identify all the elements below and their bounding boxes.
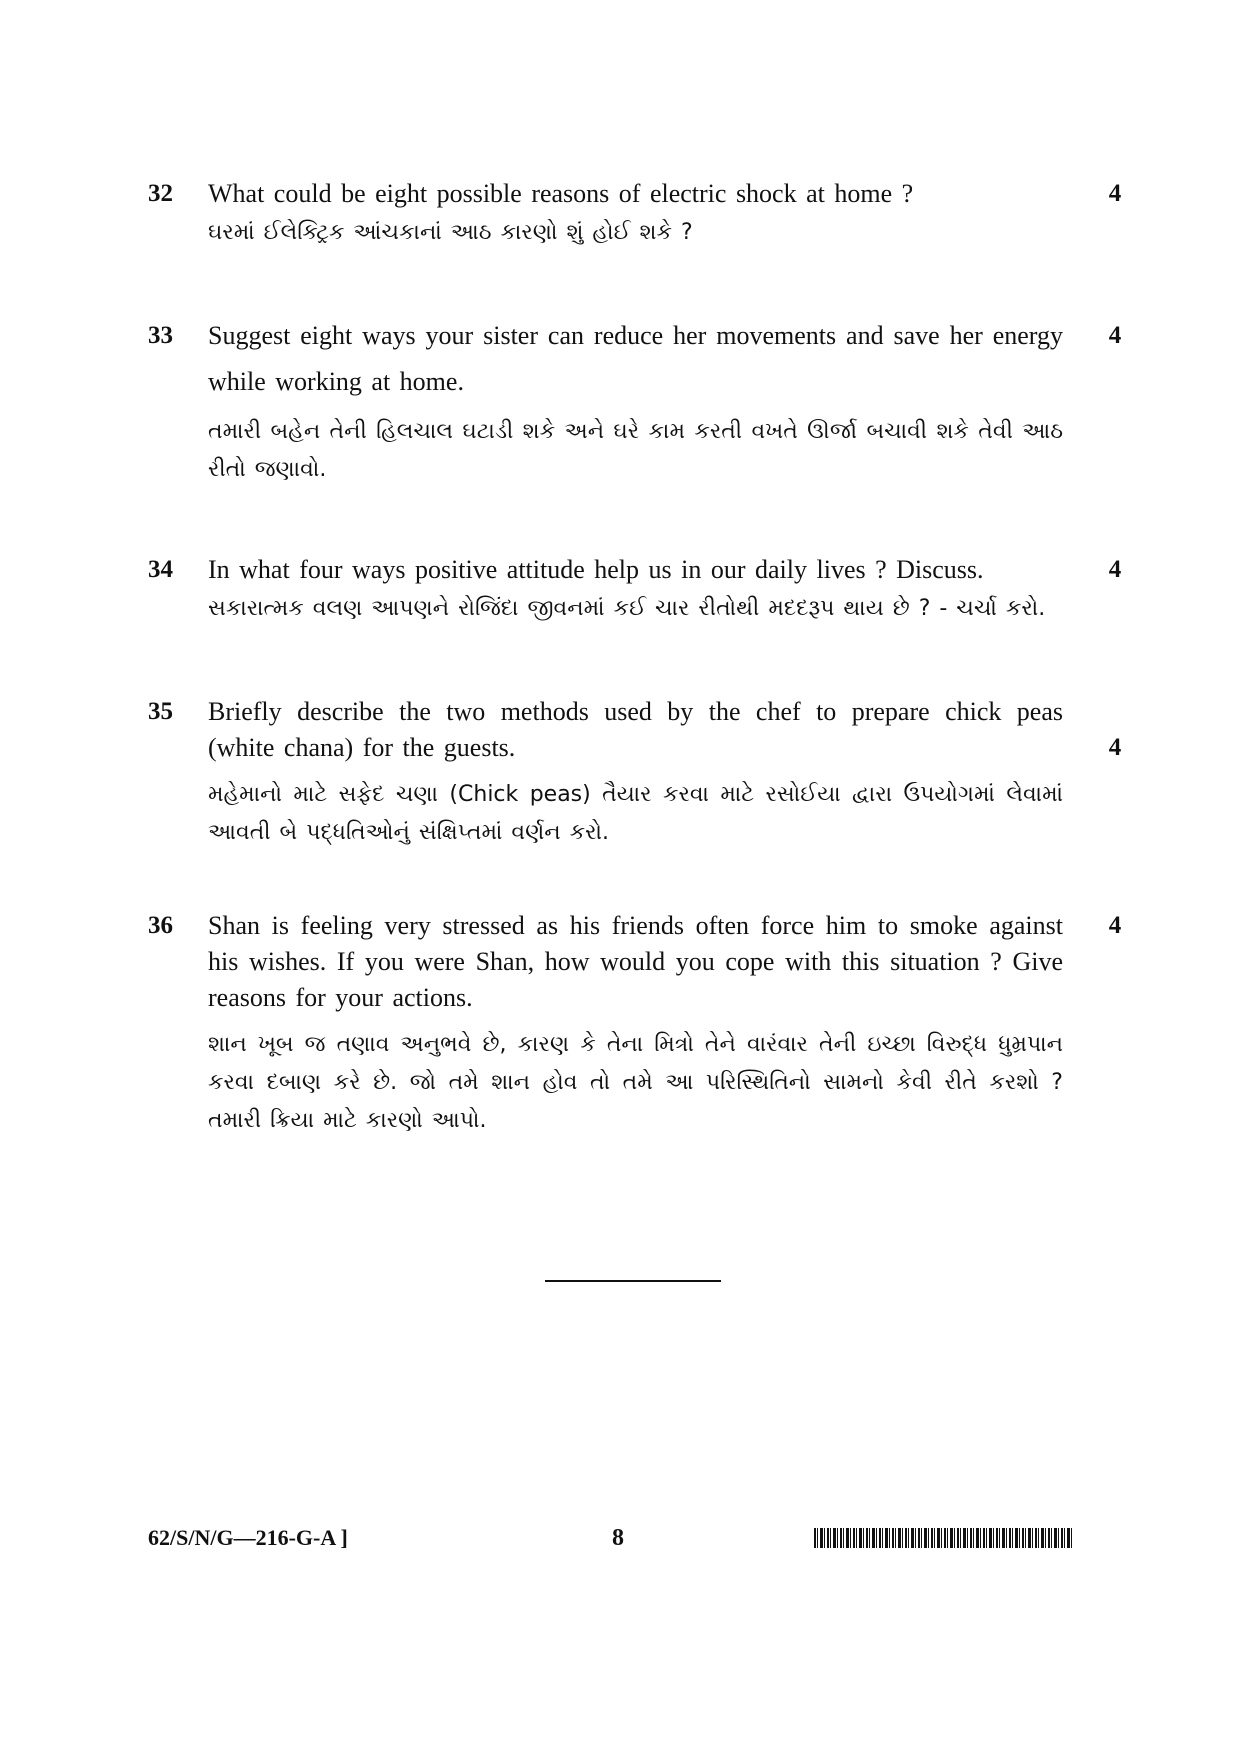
question-number: 32 — [148, 180, 173, 207]
question-number: 35 — [148, 698, 173, 725]
question-number: 34 — [148, 556, 173, 583]
question-text-gujarati: સકારાત્મક વલણ આપણને રોજિંદા જીવનમાં કઈ ચાર રીતોથી મદદરૂપ થાય છે ? - ચર્ચા કરો. — [208, 596, 1046, 621]
question-text-english: In what four ways positive attitude help us in our daily lives ? Discuss. — [208, 555, 984, 584]
question-body — [208, 908, 1063, 1140]
paper-code: 62/S/N/G—216-G-A ] — [148, 1525, 348, 1550]
question-marks: 4 — [1108, 322, 1122, 349]
question-text-english: Shan is feeling very stressed as his friends often force him to smoke against his wishes. If you were Shan, how would you cope with this situation ? Give reasons for your actions. — [208, 911, 1063, 1012]
page-number: 8 — [612, 1525, 624, 1551]
question-text-gujarati: ઘરમાં ઈલેક્ટ્રિક આંચકાનાં આઠ કારણો શું હોઈ શકે ? — [208, 220, 693, 245]
barcode — [814, 1528, 1072, 1548]
question-marks: 4 — [1108, 912, 1122, 939]
question-body — [208, 694, 1063, 852]
end-of-paper-rule — [545, 1280, 721, 1282]
question-number: 33 — [148, 322, 173, 349]
question-number: 36 — [148, 912, 173, 939]
question-text-gujarati: મહેમાનો માટે સફેદ ચણા (Chick peas) તૈયાર કરવા માટે રસોઈયા દ્વારા ઉપયોગમાં લેવામાં આવતી બે પદ્ધતિઓનું સંક્ષિપ્તમાં વર્ણન કરો. — [208, 782, 1063, 845]
question-text-english: Suggest eight ways your sister can reduce her movements and save her energy while working at home. — [208, 321, 1063, 396]
question-marks: 4 — [1108, 180, 1122, 207]
question-body — [208, 176, 1063, 252]
question-text-english: Briefly describe the two methods used by the chef to prepare chick peas (white chana) for the guests. — [208, 697, 1063, 762]
question-marks: 4 — [1108, 734, 1122, 761]
question-body — [208, 318, 1063, 489]
question-body — [208, 552, 1063, 628]
question-marks: 4 — [1108, 556, 1122, 583]
question-text-gujarati: શાન ખૂબ જ તણાવ અનુભવે છે, કારણ કે તેના મિત્રો તેને વારંવાર તેની ઇચ્છા વિરુદ્ધ ધુમ્રપાન કરવા દબાણ કરે છે. જો તમે શાન હોવ તો તમે આ પરિસ્થિતિનો સામનો કેવી રીતે કરશો ? તમારી ક્રિયા માટે કારણો આપો. — [208, 1032, 1063, 1133]
page-footer — [0, 1522, 1240, 1562]
question-text-english: What could be eight possible reasons of electric shock at home ? — [208, 179, 914, 208]
question-text-gujarati: તમારી બહેન તેની હિલચાલ ઘટાડી શકે અને ઘરે કામ કરતી વખતે ઊર્જા બચાવી શકે તેવી આઠ રીતો જણાવો. — [208, 419, 1063, 482]
